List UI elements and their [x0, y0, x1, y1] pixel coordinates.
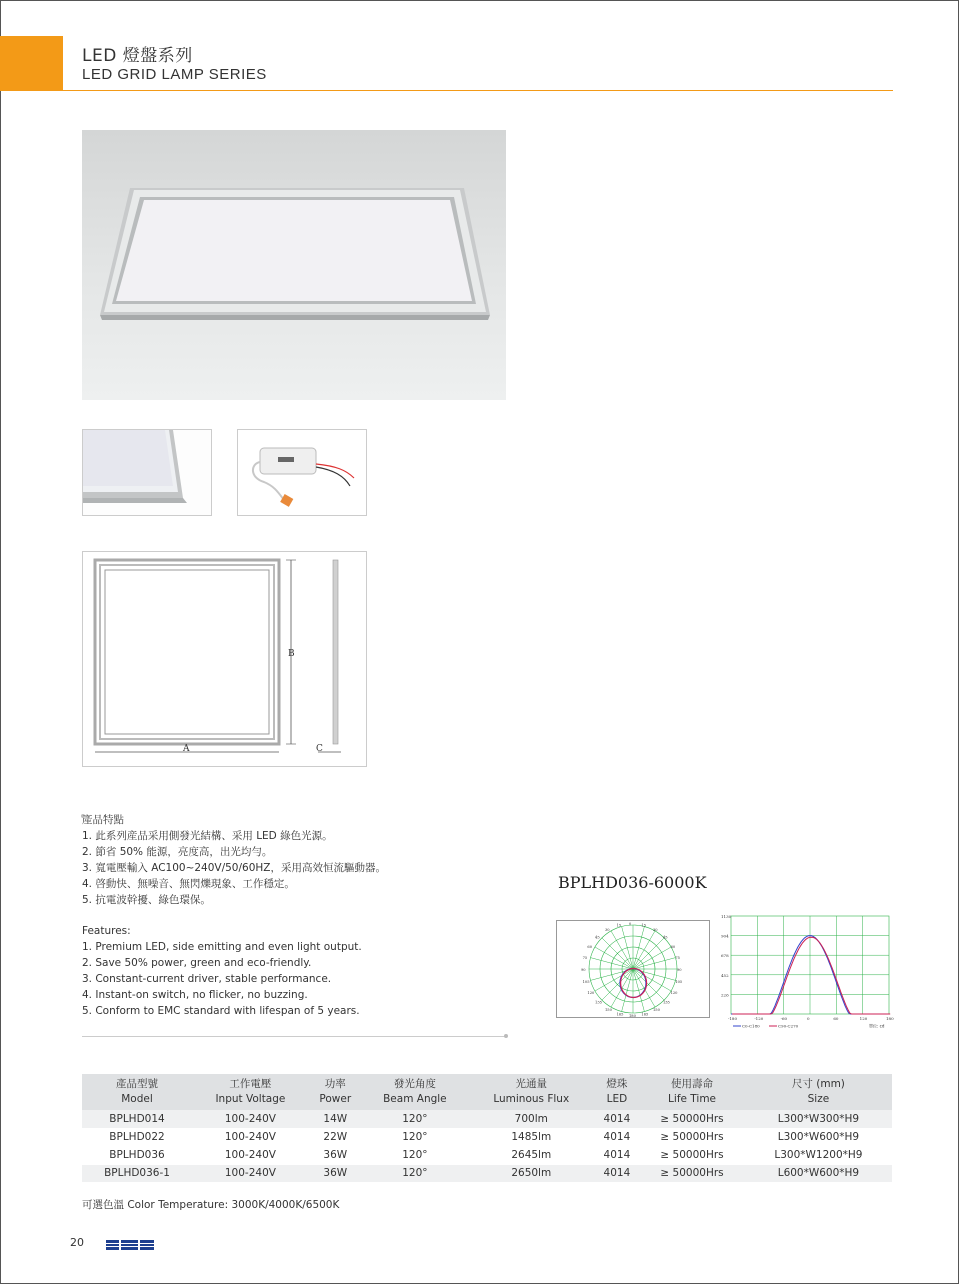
- header-accent-tab: [0, 36, 63, 91]
- polar-angle-label: 150: [653, 1007, 660, 1012]
- table-row: [82, 1128, 892, 1146]
- curve-x-tick-label: -60: [780, 1016, 788, 1021]
- header-label-cn: 產品型號: [116, 1078, 159, 1090]
- table-row: [82, 1146, 892, 1164]
- curve-y-tick-label: 904: [721, 933, 729, 939]
- table-cell: 120°: [362, 1128, 468, 1146]
- table-cell: 100-240V: [192, 1146, 309, 1164]
- polar-distribution-chart: [556, 920, 710, 1018]
- table-cell: 100-240V: [192, 1128, 309, 1146]
- table-cell: L300*W300*H9: [745, 1110, 892, 1128]
- table-cell: 4014: [595, 1164, 640, 1182]
- polar-angle-label: 90: [581, 968, 586, 972]
- color-temperature-note: 可選色溫 Color Temperature: 3000K/4000K/6500K: [82, 1199, 340, 1211]
- curve-y-tick-label: 1130: [721, 914, 732, 919]
- feature-item-cn: 2. 節省 50% 能源，亮度高，出光均勻。: [82, 846, 273, 858]
- curve-x-tick-label: 120: [859, 1016, 868, 1021]
- table-header-cell: [192, 1074, 309, 1110]
- table-cell: 14W: [309, 1110, 362, 1128]
- header-label-cn: 工作電壓: [229, 1078, 272, 1090]
- table-cell: 22W: [309, 1128, 362, 1146]
- product-photo-main: [82, 130, 506, 400]
- polar-angle-label: 0: [629, 922, 632, 926]
- curve-x-tick-label: -180: [728, 1016, 737, 1021]
- polar-grid-spoke: [590, 958, 633, 969]
- curve-y-tick-label: 226: [721, 992, 729, 998]
- header-label-en: Luminous Flux: [493, 1093, 570, 1105]
- header-label-en: Life Time: [668, 1093, 717, 1105]
- polar-grid-spoke: [622, 969, 633, 1012]
- table-cell: L600*W600*H9: [745, 1164, 892, 1182]
- features-heading-cn: 產品特點: [82, 814, 124, 826]
- polar-angle-label: 150: [605, 1007, 612, 1012]
- curve-y-tick-label: 678: [721, 953, 729, 959]
- header-label-en: Size: [807, 1093, 830, 1105]
- table-cell: 4014: [595, 1128, 640, 1146]
- curve-legend-label: C0-C180: [742, 1023, 760, 1029]
- table-cell: 4014: [595, 1110, 640, 1128]
- feature-item-en: 3. Constant-current driver, stable performance.: [82, 973, 332, 985]
- emc-logo: [106, 1236, 154, 1248]
- table-cell: BPLHD022: [82, 1128, 192, 1146]
- polar-angle-label: 75: [675, 956, 680, 961]
- header-label-en: Beam Angle: [383, 1093, 447, 1105]
- header-label-cn: 尺寸 (mm): [791, 1078, 845, 1090]
- polar-angle-label: 105: [582, 979, 590, 984]
- polar-angle-label: 180: [629, 1014, 636, 1017]
- polar-angle-label: 45: [662, 935, 668, 940]
- series-title-cn: LED 燈盤系列: [82, 46, 193, 66]
- table-header-cell: [468, 1074, 595, 1110]
- table-header-cell: [745, 1074, 892, 1110]
- polar-angle-label: 75: [582, 956, 588, 961]
- table-cell: L300*W600*H9: [745, 1128, 892, 1146]
- table-cell: 36W: [309, 1146, 362, 1164]
- table-header-cell: [309, 1074, 362, 1110]
- table-cell: 4014: [595, 1146, 640, 1164]
- header-label-cn: 使用壽命: [671, 1078, 714, 1090]
- polar-angle-label: 135: [595, 1000, 602, 1005]
- table-cell: BPLHD036-1: [82, 1164, 192, 1182]
- header-label-en: Power: [319, 1093, 352, 1105]
- photometric-model-name: BPLHD036-6000K: [558, 873, 707, 892]
- features-corner-dot: [504, 1034, 508, 1038]
- header-label-cn: 發光角度: [393, 1078, 436, 1090]
- header-label-cn: 燈珠: [606, 1078, 628, 1090]
- polar-angle-label: 60: [670, 945, 676, 949]
- table-cell: 1485lm: [468, 1128, 595, 1146]
- feature-item-en: 4. Instant-on switch, no flicker, no buzzing.: [82, 989, 308, 1001]
- table-cell: ≥ 50000Hrs: [639, 1146, 745, 1164]
- polar-angle-label: 90: [677, 968, 682, 972]
- features-block: [82, 812, 507, 1037]
- features-heading-en: Features:: [82, 925, 131, 937]
- table-cell: ≥ 50000Hrs: [639, 1128, 745, 1146]
- table-cell: 120°: [362, 1146, 468, 1164]
- page-number: 20: [70, 1236, 84, 1249]
- header-label-en: Input Voltage: [215, 1093, 286, 1105]
- feature-item-en: 1. Premium LED, side emitting and even light output.: [82, 941, 362, 953]
- table-row: [82, 1164, 892, 1182]
- polar-angle-label: 120: [670, 991, 678, 995]
- dimension-label-a: A: [183, 744, 190, 754]
- product-photo-corner: [82, 429, 212, 516]
- curve-x-tick-label: -120: [754, 1016, 764, 1021]
- features-bottom-rule: [82, 1036, 507, 1037]
- table-cell: 120°: [362, 1110, 468, 1128]
- curve-x-tick-label: 60: [833, 1016, 839, 1021]
- curve-x-tick-label: 180: [886, 1016, 894, 1021]
- driver-photo: [237, 429, 367, 516]
- polar-grid-spoke: [622, 926, 633, 969]
- polar-angle-label: 165: [616, 1012, 624, 1017]
- dimension-drawing: [82, 551, 367, 767]
- polar-grid-spoke: [633, 958, 676, 969]
- table-cell: 2645lm: [468, 1146, 595, 1164]
- table-cell: 100-240V: [192, 1164, 309, 1182]
- table-header-cell: [595, 1074, 640, 1110]
- table-cell: ≥ 50000Hrs: [639, 1110, 745, 1128]
- polar-angle-label: 60: [587, 945, 593, 949]
- table-cell: ≥ 50000Hrs: [639, 1164, 745, 1182]
- curve-x-tick-label: 0: [807, 1016, 810, 1021]
- feature-item-cn: 3. 寬電壓輸入 AC100~240V/50/60HZ，采用高效恒流驅動器。: [82, 862, 386, 874]
- polar-angle-label: 30: [653, 928, 658, 933]
- polar-grid-spoke: [633, 969, 644, 1012]
- polar-angle-label: 30: [605, 928, 610, 933]
- curve-y-tick-label: 452: [721, 972, 729, 978]
- series-title-en: LED GRID LAMP SERIES: [82, 66, 267, 83]
- feature-item-cn: 1. 此系列産品采用側發光結構、采用 LED 綠色光源。: [82, 830, 333, 842]
- table-cell: BPLHD036: [82, 1146, 192, 1164]
- feature-item-en: 5. Conform to EMC standard with lifespan of 5 years.: [82, 1005, 360, 1017]
- polar-angle-label: 165: [641, 1012, 649, 1017]
- table-cell: 100-240V: [192, 1110, 309, 1128]
- polar-angle-label: 15: [641, 923, 647, 928]
- table-cell: 36W: [309, 1164, 362, 1182]
- table-cell: 2650lm: [468, 1164, 595, 1182]
- dimension-label-b: B: [288, 649, 295, 659]
- table-header-cell: [82, 1074, 192, 1110]
- polar-angle-label: 105: [675, 979, 683, 984]
- feature-item-cn: 4. 啓動快、無噪音、無閃爍現象、工作穩定。: [82, 878, 295, 890]
- dimension-label-c: C: [316, 744, 323, 754]
- curve-legend-label: C90-C270: [778, 1023, 799, 1029]
- header-label-en: LED: [606, 1093, 628, 1105]
- polar-angle-label: 15: [616, 923, 622, 928]
- table-cell: BPLHD014: [82, 1110, 192, 1128]
- table-header-cell: [639, 1074, 745, 1110]
- polar-angle-label: 135: [662, 1000, 670, 1005]
- table-cell: L300*W1200*H9: [745, 1146, 892, 1164]
- header-label-cn: 光通量: [515, 1078, 548, 1090]
- table-row: [82, 1110, 892, 1128]
- polar-angle-label: 45: [595, 935, 600, 940]
- header-label-en: Model: [121, 1093, 153, 1105]
- polar-series-curve: [621, 969, 647, 998]
- header-rule: [63, 90, 893, 91]
- table-cell: 120°: [362, 1164, 468, 1182]
- table-header-row: [82, 1074, 892, 1110]
- table-cell: 700lm: [468, 1110, 595, 1128]
- feature-item-cn: 5. 抗電波幹擾、綠色環保。: [82, 894, 211, 906]
- curve-unit-label: 單位: cd: [869, 1023, 885, 1029]
- spec-table: [82, 1074, 892, 1183]
- table-header-cell: [362, 1074, 468, 1110]
- intensity-curve-chart: [721, 913, 894, 1033]
- feature-item-en: 2. Save 50% power, green and eco-friendly.: [82, 957, 312, 969]
- polar-angle-label: 120: [587, 991, 595, 995]
- header-label-cn: 功率: [324, 1078, 346, 1090]
